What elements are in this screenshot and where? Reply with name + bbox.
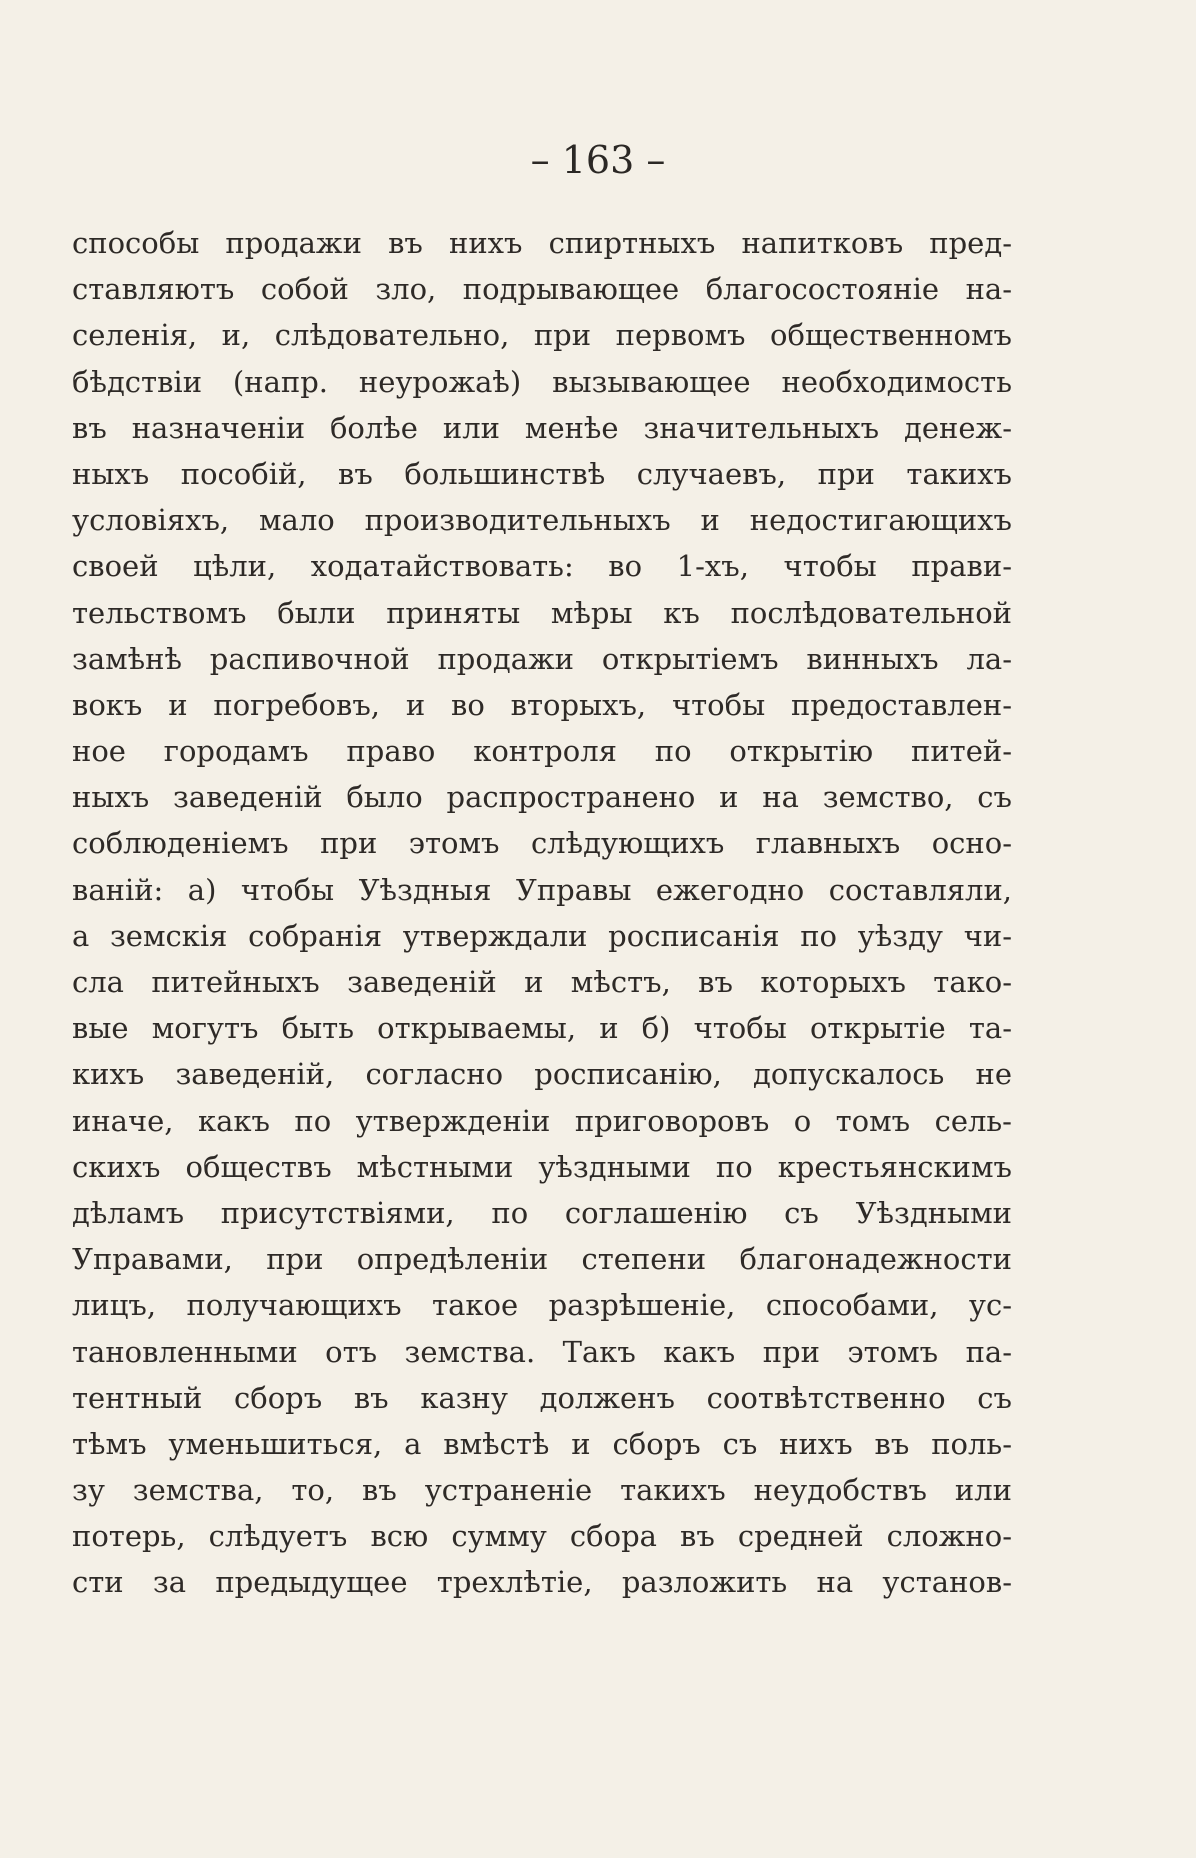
page-number: – 163 –	[530, 138, 666, 182]
text-line: а земскія собранія утверждали росписанія по уѣзду чи-	[72, 918, 1012, 953]
text-line: замѣнѣ распивочной продажи открытіемъ винныхъ ла-	[72, 641, 1012, 676]
text-line: потерь, слѣдуетъ всю сумму сбора въ средней сложно-	[72, 1519, 1012, 1554]
text-line: бѣдствіи (напр. неурожаѣ) вызывающее необходимость	[72, 364, 1012, 399]
text-line: въ назначеніи болѣе или менѣе значительныхъ денеж-	[72, 410, 1012, 445]
text-line: ныхъ пособій, въ большинствѣ случаевъ, при такихъ	[72, 456, 1012, 491]
text-line: селенія, и, слѣдовательно, при первомъ общественномъ	[72, 318, 1012, 353]
text-line: иначе, какъ по утвержденіи приговоровъ о томъ сель-	[72, 1103, 1012, 1138]
text-line: лицъ, получающихъ такое разрѣшеніе, способами, ус-	[72, 1288, 1012, 1323]
text-line: вые могутъ быть открываемы, и б) чтобы открытіе та-	[72, 1011, 1012, 1046]
text-line: ныхъ заведеній было распространено и на земство, съ	[72, 780, 1012, 815]
text-line: ное городамъ право контроля по открытію питей-	[72, 734, 1012, 769]
text-line: сти за предыдущее трехлѣтіе, разложить на установ-	[72, 1565, 1012, 1600]
text-line: ваній: а) чтобы Уѣздныя Управы ежегодно составляли,	[72, 872, 1012, 907]
text-line: способы продажи въ нихъ спиртныхъ напитковъ пред-	[72, 226, 1012, 260]
text-line: своей цѣли, ходатайствовать: во 1-хъ, чтобы прави-	[72, 549, 1012, 584]
body-text	[72, 220, 1012, 1606]
text-line: вокъ и погребовъ, и во вторыхъ, чтобы предоставлен-	[72, 687, 1012, 722]
text-line: тентный сборъ въ казну долженъ соотвѣтственно съ	[72, 1380, 1012, 1415]
text-line: дѣламъ присутствіями, по соглашенію съ Уѣздными	[72, 1195, 1012, 1230]
text-line: тѣмъ уменьшиться, а вмѣстѣ и сборъ съ нихъ въ поль-	[72, 1426, 1012, 1461]
text-line: зу земства, то, въ устраненіе такихъ неудобствъ или	[72, 1473, 1012, 1508]
text-line: тельствомъ были приняты мѣры къ послѣдовательной	[72, 595, 1012, 630]
text-line: Управами, при опредѣленіи степени благонадежности	[72, 1242, 1012, 1277]
text-line: скихъ обществъ мѣстными уѣздными по крестьянскимъ	[72, 1149, 1012, 1184]
text-line: сла питейныхъ заведеній и мѣстъ, въ которыхъ тако-	[72, 965, 1012, 999]
text-line: условіяхъ, мало производительныхъ и недостигающихъ	[72, 503, 1012, 538]
text-line: ставляютъ собой зло, подрывающее благосостояніе на-	[72, 272, 1012, 307]
text-line: тановленными отъ земства. Такъ какъ при этомъ па-	[72, 1334, 1012, 1369]
text-line: соблюденіемъ при этомъ слѣдующихъ главныхъ осно-	[72, 826, 1012, 861]
text-line: кихъ заведеній, согласно росписанію, допускалось не	[72, 1057, 1012, 1092]
